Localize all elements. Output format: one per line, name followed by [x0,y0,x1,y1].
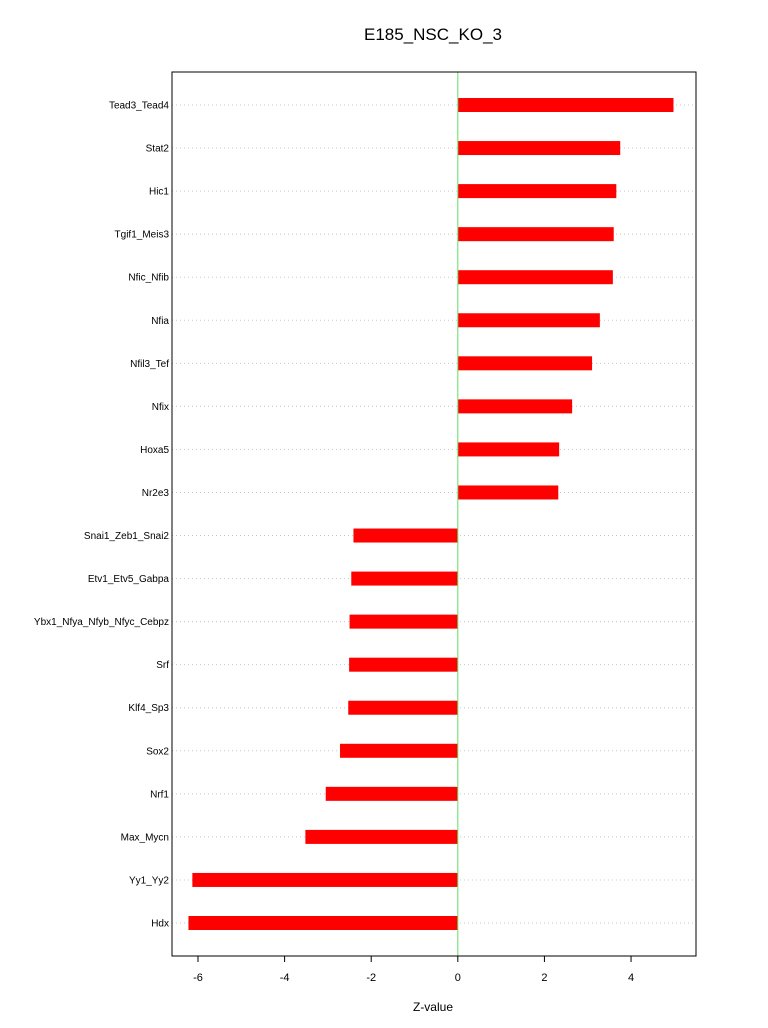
category-label: Ybx1_Nfya_Nfyb_Nfyc_Cebpz [33,617,169,629]
bar [348,701,458,715]
category-label: Nr2e3 [141,487,169,499]
bar [192,873,457,887]
bar [349,658,458,672]
category-label: Nfix [151,401,169,413]
bar [350,615,458,629]
category-label: Stat2 [145,143,169,155]
category-label: Nrf1 [150,789,169,801]
x-tick-label: 4 [627,972,635,984]
x-tick-label: -2 [366,972,377,984]
category-label: Sox2 [146,746,169,758]
x-tick-label: -6 [193,972,203,984]
x-axis-title: Z-value [412,1000,454,1014]
category-label: Hoxa5 [140,444,169,456]
bar [305,830,457,844]
bar [188,916,457,930]
bar [326,787,458,801]
category-label: Hic1 [148,186,169,198]
bar [458,184,616,198]
x-tick-label: 2 [541,972,548,984]
chart-title: E185_NSC_KO_3 [364,25,502,44]
category-label: Hdx [151,918,169,930]
category-label: Yy1_Yy2 [128,875,169,887]
category-label: Srf [156,660,169,672]
bar [458,399,572,413]
bar [458,141,620,155]
bar [340,744,458,758]
bar [458,356,592,370]
bar [458,485,558,499]
category-label: Etv1_Etv5_Gabpa [87,574,169,586]
bar [458,442,559,456]
bar [458,270,613,284]
x-tick-label: -4 [279,972,290,984]
category-label: Nfic_Nfib [128,272,169,284]
bar [353,529,457,543]
category-label: Nfil3_Tef [130,358,169,370]
category-label: Nfia [151,315,169,327]
bar [458,227,614,241]
category-label: Tgif1_Meis3 [114,229,169,241]
bar [458,98,674,112]
category-label: Snai1_Zeb1_Snai2 [83,531,169,543]
x-tick-label: 0 [454,972,461,984]
bar [458,313,600,327]
bar [351,572,458,586]
category-label: Klf4_Sp3 [128,703,169,715]
category-label: Max_Mycn [120,832,169,844]
category-label: Tead3_Tead4 [108,100,169,112]
